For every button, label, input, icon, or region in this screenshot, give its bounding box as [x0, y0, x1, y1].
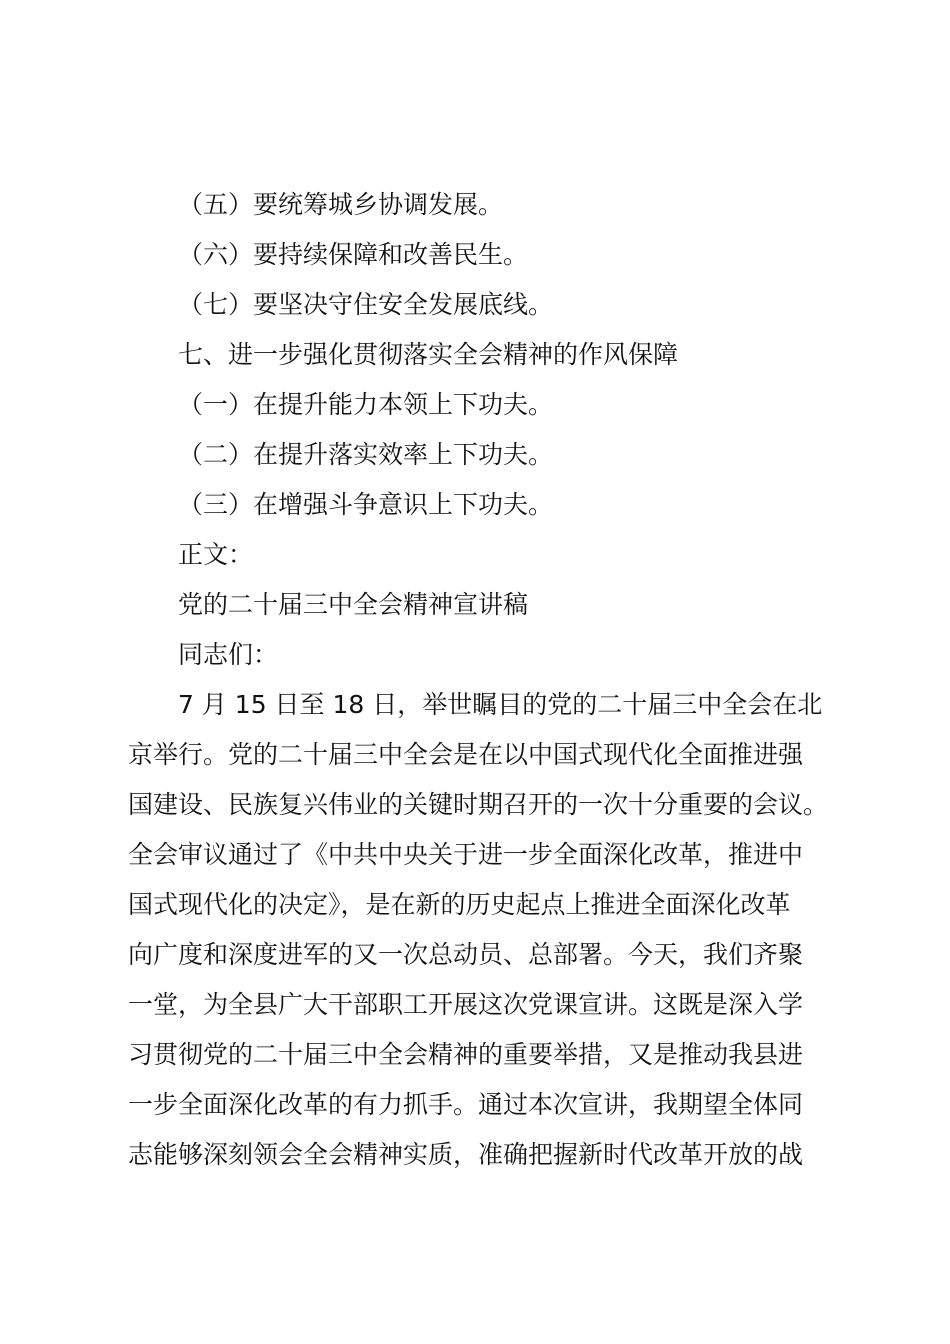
body-line: 志能够深刻领会全会精神实质，准确把握新时代改革开放的战	[128, 1140, 804, 1169]
body-line: 一步全面深化改革的有力抓手。通过本次宣讲，我期望全体同	[128, 1090, 804, 1119]
outline-item-5: （五）要统筹城乡协调发展。	[178, 190, 504, 219]
body-line: 国建设、民族复兴伟业的关键时期召开的一次十分重要的会议。	[128, 790, 829, 819]
body-line: 国式现代化的决定》，是在新的历史起点上推进全面深化改革	[128, 890, 791, 919]
outline-item-2: （二）在提升落实效率上下功夫。	[178, 440, 554, 469]
body-line: 7 月 15 日至 18 日，举世瞩目的党的二十届三中全会在北	[178, 690, 823, 719]
outline-item-1: （一）在提升能力本领上下功夫。	[178, 390, 554, 419]
salutation: 同志们：	[178, 640, 279, 669]
outline-item-3: （三）在增强斗争意识上下功夫。	[178, 490, 554, 519]
body-line: 向广度和深度进军的又一次总动员、总部署。今天，我们齐聚	[128, 940, 804, 969]
section-heading-7: 七、进一步强化贯彻落实全会精神的作风保障	[178, 340, 679, 369]
speech-title: 党的二十届三中全会精神宣讲稿	[178, 590, 529, 619]
body-line: 习贯彻党的二十届三中全会精神的重要举措，又是推动我县进	[128, 1040, 804, 1069]
body-line: 京举行。党的二十届三中全会是在以中国式现代化全面推进强	[128, 740, 804, 769]
body-label: 正文：	[178, 540, 254, 569]
body-line: 一堂，为全县广大干部职工开展这次党课宣讲。这既是深入学	[128, 990, 804, 1019]
outline-item-7: （七）要坚决守住安全发展底线。	[178, 290, 554, 319]
outline-item-6: （六）要持续保障和改善民生。	[178, 240, 529, 269]
body-line: 全会审议通过了《中共中央关于进一步全面深化改革，推进中	[128, 840, 804, 869]
